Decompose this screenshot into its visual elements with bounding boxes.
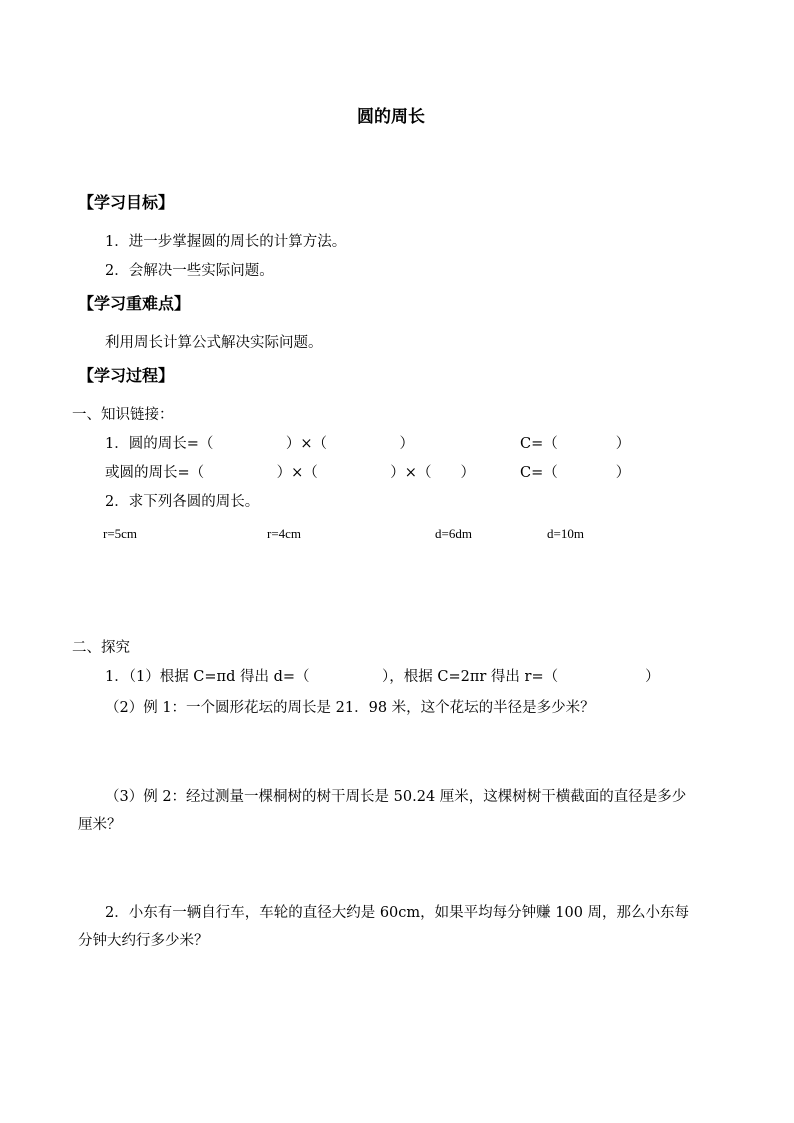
part1-q1b-c-formula: C=（ ） xyxy=(520,465,631,481)
difficulties-text: 利用周长计算公式解决实际问题。 xyxy=(105,335,323,351)
part2-q2-line1: 2．小东有一辆自行车，车轮的直径大约是 60cm，如果平均每分钟赚 100 周，那么小东每 xyxy=(105,905,690,921)
process-heading: 【学习过程】 xyxy=(78,366,175,385)
page-title: 圆的周长 xyxy=(357,107,425,127)
circle-r5: r=5cm xyxy=(103,526,138,541)
goals-heading: 【学习目标】 xyxy=(78,193,175,212)
part1-q1-formula: 1．圆的周长=（ ）×（ ） xyxy=(105,436,415,452)
part1-heading: 一、知识链接： xyxy=(72,407,174,423)
part1-q2: 2．求下列各圆的周长。 xyxy=(105,494,260,510)
part2-q1-example2-line2: 厘米？ xyxy=(78,817,122,833)
part2-heading: 二、探究 xyxy=(72,640,130,656)
part2-q1: 1．（1）根据 C=πd 得出 d=（ ），根据 C=2πr 得出 r=（ ） xyxy=(105,669,660,685)
goal-item-2: 2．会解决一些实际问题。 xyxy=(105,263,274,279)
circle-d6: d=6dm xyxy=(435,526,472,541)
part1-q1b-formula: 或圆的周长=（ ）×（ ）×（ ） xyxy=(105,465,475,481)
part1-q1-c-formula: C=（ ） xyxy=(520,436,631,452)
circle-r4: r=4cm xyxy=(267,526,302,541)
goal-item-1: 1．进一步掌握圆的周长的计算方法。 xyxy=(105,234,347,250)
circle-d10: d=10m xyxy=(547,526,584,541)
difficulties-heading: 【学习重难点】 xyxy=(78,294,191,313)
part2-q1-example1: （2）例 1：一个圆形花坛的周长是 21．98 米，这个花坛的半径是多少米？ xyxy=(105,700,595,716)
part2-q2-line2: 分钟大约行多少米？ xyxy=(78,933,209,949)
part2-q1-example2-line1: （3）例 2：经过测量一棵桐树的树干周长是 50.24 厘米，这棵树树干横截面的直径是多少 xyxy=(105,789,687,805)
